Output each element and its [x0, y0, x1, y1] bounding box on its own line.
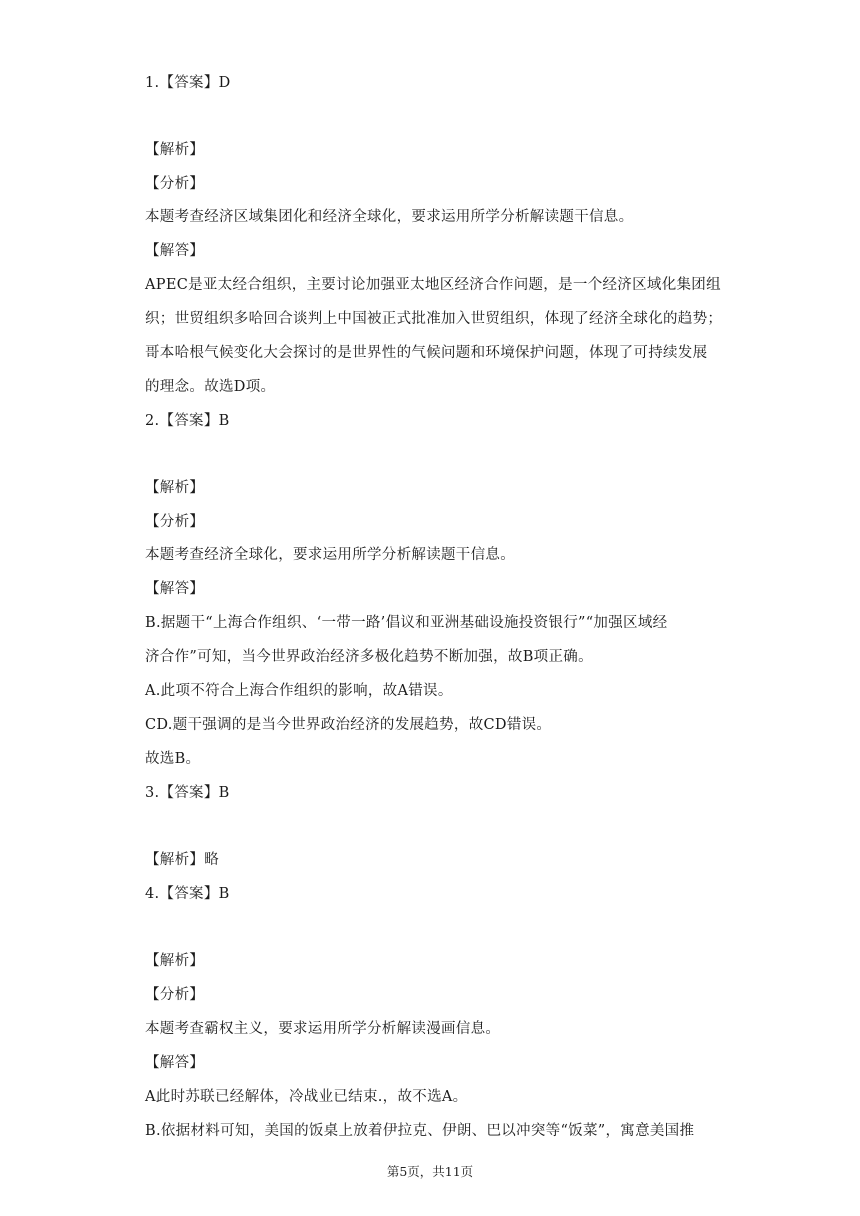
- solution-line-1b: 织；世贸组织多哈回合谈判上中国被正式批准加入世贸组织，体现了经济全球化的趋势；: [145, 311, 723, 327]
- jieda-label-4: 【解答】: [145, 1055, 205, 1071]
- solution-line-2d: CD.题干强调的是当今世界政治经济的发展趋势，故CD错误。: [145, 717, 552, 733]
- solution-line-1d: 的理念。故选D项。: [145, 379, 276, 395]
- answer-2: 2.【答案】B: [145, 413, 230, 429]
- jieda-label-2: 【解答】: [145, 581, 205, 597]
- answer-4: 4.【答案】B: [145, 886, 230, 902]
- solution-line-2b: 济合作”可知，当今世界政治经济多极化趋势不断加强，故B项正确。: [145, 649, 593, 665]
- jiexi-label-3: 【解析】略: [145, 852, 219, 868]
- answer-3: 3.【答案】B: [145, 785, 230, 801]
- fenxi-label-2: 【分析】: [145, 514, 205, 530]
- analysis-text-4: 本题考查霸权主义，要求运用所学分析解读漫画信息。: [145, 1021, 501, 1037]
- fenxi-label-1: 【分析】: [145, 176, 205, 192]
- analysis-text-1: 本题考查经济区域集团化和经济全球化，要求运用所学分析解读题干信息。: [145, 209, 634, 225]
- solution-line-2a: B.据题干“上海合作组织、‘一带一路’倡议和亚洲基础设施投资银行”“加强区域经: [145, 615, 668, 631]
- jiexi-label-4: 【解析】: [145, 953, 205, 969]
- page-footer: 第5页，共11页: [386, 1164, 474, 1179]
- jieda-label-1: 【解答】: [145, 243, 205, 259]
- jiexi-label-1: 【解析】: [145, 142, 205, 158]
- solution-line-4b: B.依据材料可知，美国的饭桌上放着伊拉克、伊朗、巴以冲突等“饭菜”，寓意美国推: [145, 1123, 695, 1139]
- solution-line-1a: APEC是亚太经合组织，主要讨论加强亚太地区经济合作问题，是一个经济区域化集团组: [145, 277, 721, 293]
- solution-line-1c: 哥本哈根气候变化大会探讨的是世界性的气候问题和环境保护问题，体现了可持续发展: [145, 345, 708, 361]
- solution-line-2e: 故选B。: [145, 751, 201, 767]
- fenxi-label-4: 【分析】: [145, 987, 205, 1003]
- solution-line-2c: A.此项不符合上海合作组织的影响，故A错误。: [145, 683, 453, 699]
- solution-line-4a: A此时苏联已经解体，冷战业已结束.，故不选A。: [145, 1089, 468, 1105]
- jiexi-label-2: 【解析】: [145, 480, 205, 496]
- analysis-text-2: 本题考查经济全球化，要求运用所学分析解读题干信息。: [145, 547, 515, 563]
- answer-1: 1.【答案】D: [145, 75, 231, 91]
